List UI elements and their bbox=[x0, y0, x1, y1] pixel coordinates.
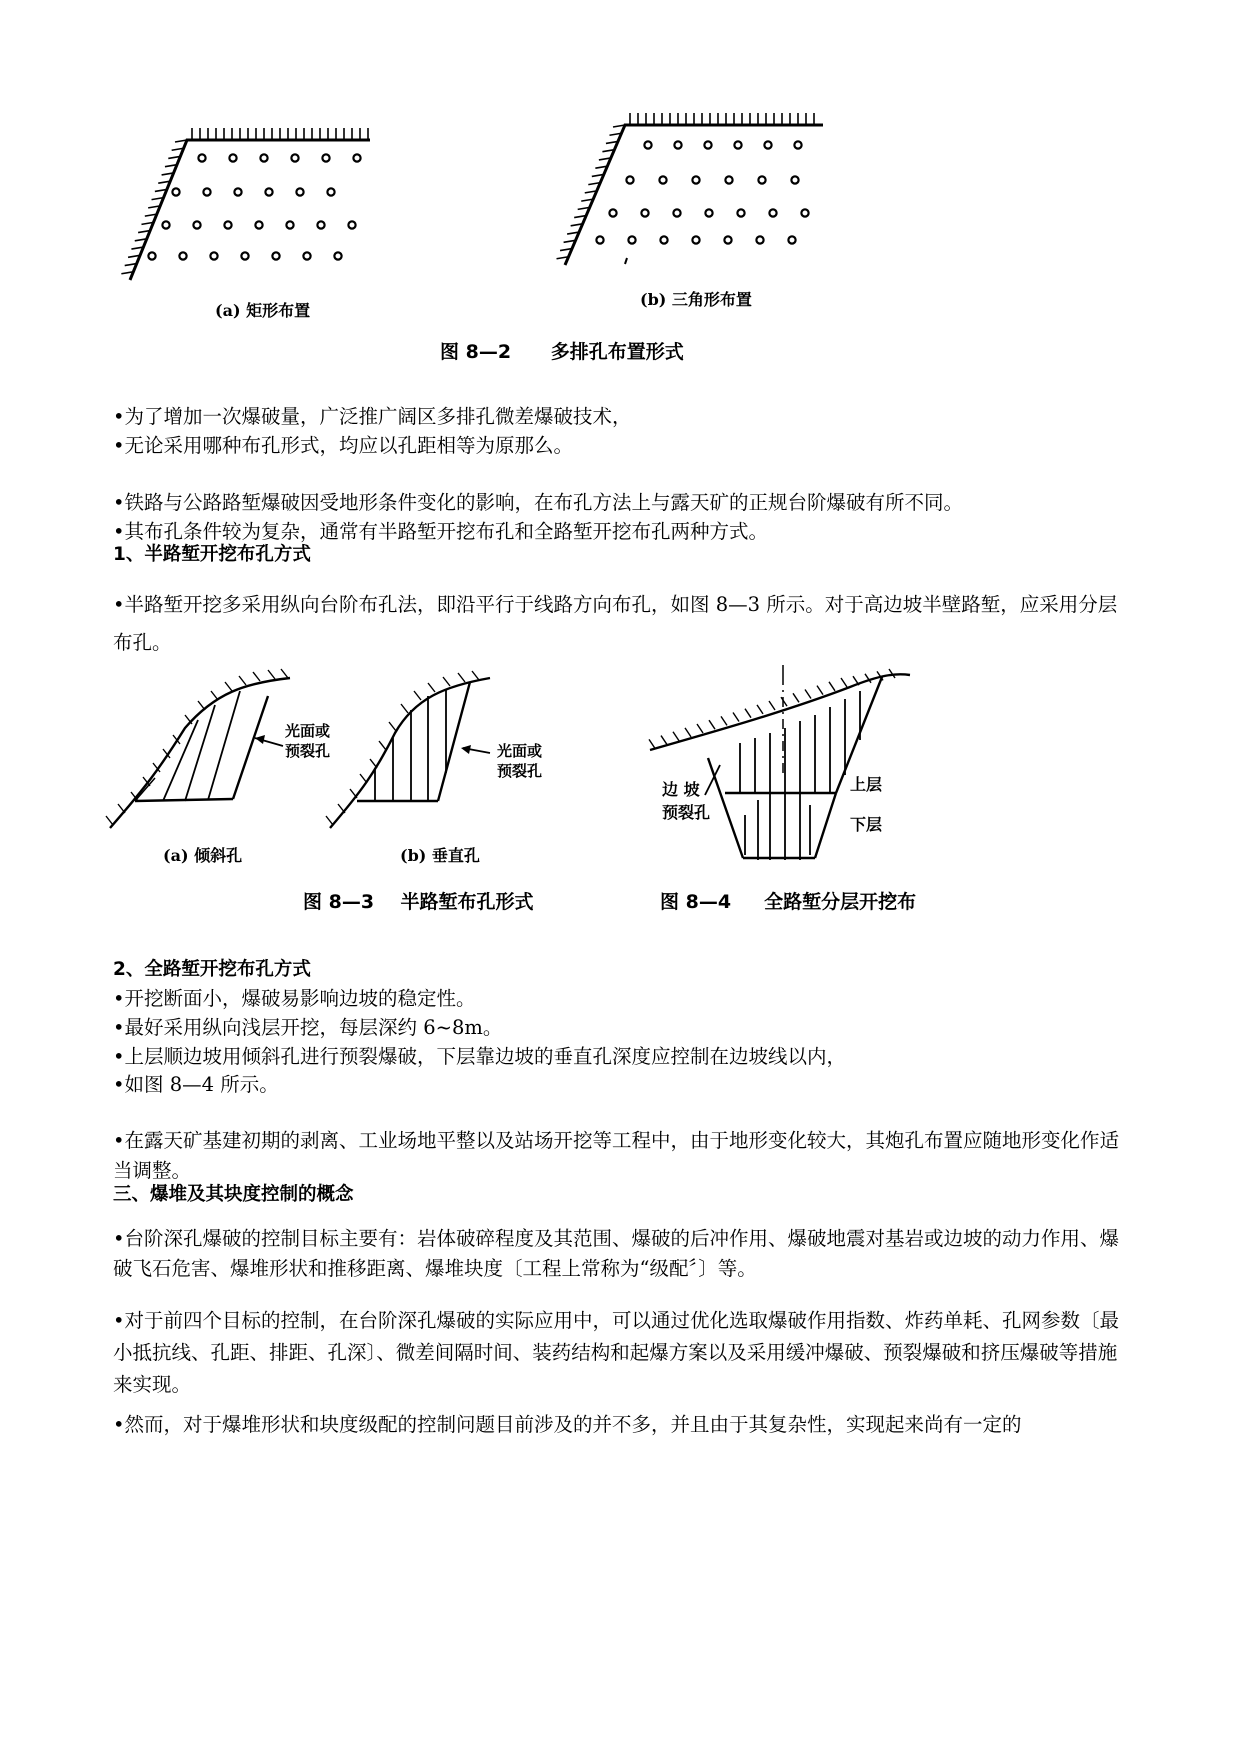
figure-8-2b-label: (b) 三角形布置 bbox=[640, 290, 752, 309]
figure-8-3-half-cutting bbox=[105, 668, 565, 868]
bullet-text: •无论采用哪种布孔形式，均应以孔距相等为原那么。 bbox=[113, 434, 574, 457]
figure-8-2-rectangular-layout bbox=[110, 115, 380, 290]
bullet-text: •上层顺边坡用倾斜孔进行预裂爆破，下层靠边坡的垂直孔深度应控制在边坡线以内， bbox=[113, 1045, 847, 1068]
figure-8-2a-label: (a) 矩形布置 bbox=[215, 301, 311, 320]
section-heading: 三、爆堆及其块度控制的概念 bbox=[113, 1184, 354, 1205]
bullet-text: •为了增加一次爆破量，广泛推广阔区多排孔微差爆破技术， bbox=[113, 405, 632, 428]
figure-8-4-lower-layer-label: 下层 bbox=[850, 815, 883, 834]
figure-8-3a-label: (a) 倾斜孔 bbox=[163, 846, 243, 865]
bullet-text: •台阶深孔爆破的控制目标主要有：岩体破碎程度及其范围、爆破的后冲作用、爆破地震对基岩或边坡的动力作用、爆破飞石危害、爆堆形状和推移距离、爆堆块度〔工程上常称为“级配〞〕等。 bbox=[113, 1227, 1120, 1280]
figure-8-3-caption: 图 8—3 半路堑布孔形式 bbox=[303, 891, 534, 913]
figure-8-4-slope-label-1: 边 坡 bbox=[662, 780, 700, 799]
bullet-text: •最好采用纵向浅层开挖，每层深约 6~8m。 bbox=[113, 1016, 503, 1039]
figure-8-2-caption: 图 8—2 多排孔布置形式 bbox=[440, 341, 684, 363]
bullet-text: •在露天矿基建初期的剥离、工业场地平整以及站场开挖等工程中，由于地形变化较大，其炮孔布置应随地形变化作适当调整。 bbox=[113, 1129, 1120, 1182]
section-heading: 1、半路堑开挖布孔方式 bbox=[113, 544, 311, 565]
figure-8-3b-hole-label-2: 预裂孔 bbox=[497, 762, 543, 780]
figure-8-3b-hole-label-1: 光面或 bbox=[497, 742, 543, 760]
bullet-text: •其布孔条件较为复杂，通常有半路堑开挖布孔和全路堑开挖布孔两种方式。 bbox=[113, 520, 769, 543]
section-heading: 2、全路堑开挖布孔方式 bbox=[113, 959, 311, 980]
bullet-text: •铁路与公路路堑爆破因受地形条件变化的影响，在布孔方法上与露天矿的正规台阶爆破有所不同。 bbox=[113, 491, 964, 514]
figure-8-4-slope-label-2: 预裂孔 bbox=[662, 803, 711, 822]
bullet-text: •对于前四个目标的控制，在台阶深孔爆破的实际应用中，可以通过优化选取爆破作用指数、炸药单耗、孔网参数〔最小抵抗线、孔距、排距、孔深〕、微差间隔时间、装药结构和起爆方案以及采用缓冲爆破、预裂爆破和挤压爆破等措施来实现。 bbox=[113, 1309, 1120, 1396]
figure-8-4-full-cutting bbox=[640, 655, 920, 870]
bullet-text: •如图 8—4 所示。 bbox=[113, 1073, 279, 1096]
figure-8-4-caption: 图 8—4 全路堑分层开挖布 bbox=[660, 891, 917, 913]
bullet-text: •然而，对于爆堆形状和块度级配的控制问题目前涉及的并不多，并且由于其复杂性，实现起来尚有一定的 bbox=[113, 1413, 1022, 1436]
bullet-text: •半路堑开挖多采用纵向台阶布孔法，即沿平行于线路方向布孔，如图 8—3 所示。对于高边坡半壁路堑，应采用分层布孔。 bbox=[113, 593, 1118, 654]
figure-8-3b-label: (b) 垂直孔 bbox=[400, 846, 480, 865]
figure-8-4-upper-layer-label: 上层 bbox=[850, 775, 883, 794]
figure-8-3a-hole-label-2: 预裂孔 bbox=[285, 742, 331, 760]
bullet-text: •开挖断面小，爆破易影响边坡的稳定性。 bbox=[113, 987, 476, 1010]
figure-8-2-triangular-layout bbox=[555, 110, 835, 275]
figure-8-3a-hole-label-1: 光面或 bbox=[285, 722, 331, 740]
